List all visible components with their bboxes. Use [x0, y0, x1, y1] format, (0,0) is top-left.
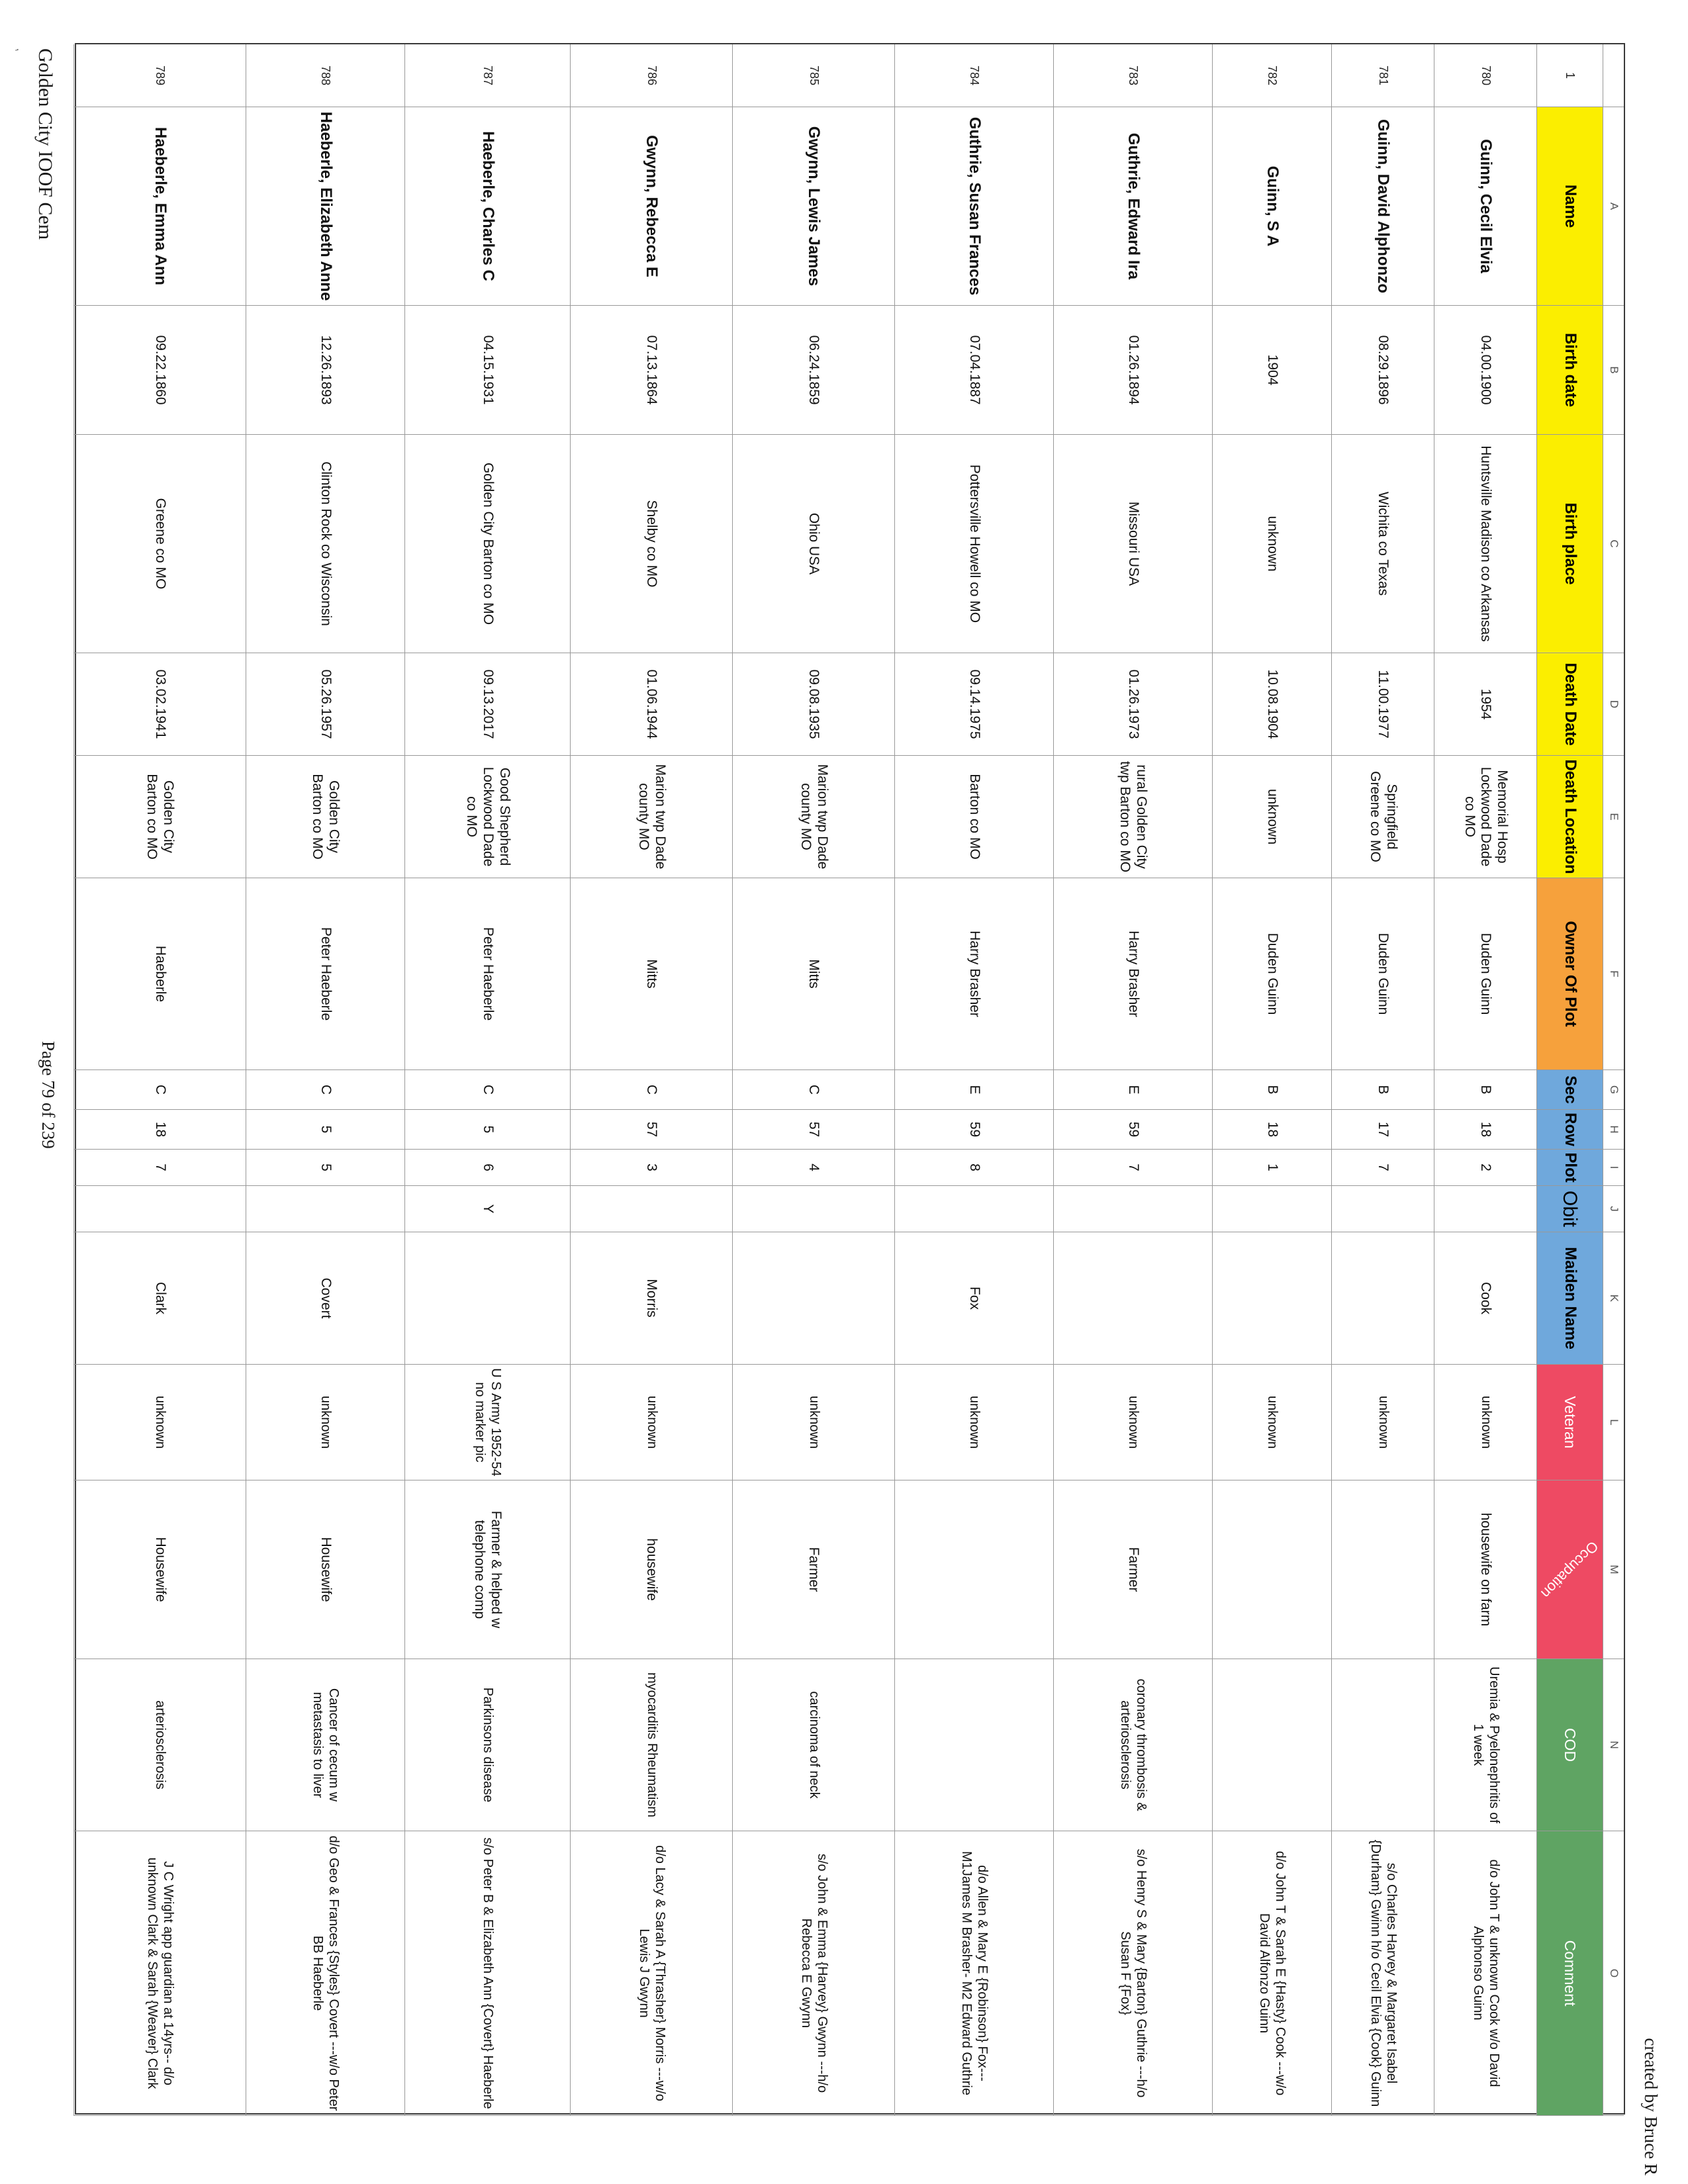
- cell-789-birth_place: Greene co MO: [73, 435, 246, 653]
- cell-789-maiden: Clark: [73, 1232, 246, 1365]
- cell-785-name: Gwynn, Lewis James: [732, 107, 894, 306]
- cell-781-birth_place: Wichita co Texas: [1331, 435, 1434, 653]
- header-label: Sec: [1561, 1075, 1579, 1104]
- cell-788-birth_place: Clinton Rock co Wisconsin: [246, 435, 404, 653]
- column-letter-N: N: [1603, 1659, 1624, 1831]
- cell-787-death_date: 09.13.2017: [404, 653, 570, 756]
- header-label: Obit: [1559, 1190, 1581, 1228]
- cell-786-owner: Mitts: [570, 878, 732, 1070]
- cell-785-occupation: Farmer: [732, 1480, 894, 1659]
- cell-789-sec: C: [73, 1070, 246, 1110]
- corner-cell: [1603, 44, 1624, 107]
- cell-784-plot: 8: [894, 1150, 1053, 1186]
- cell-780-birth_date: 04.00.1900: [1434, 306, 1536, 435]
- cell-783-veteran: unknown: [1053, 1365, 1212, 1480]
- header-cod: [1536, 1659, 1603, 1831]
- header-death-location: [1536, 756, 1603, 878]
- cell-787-birth_place: Golden City Barton co MO: [404, 435, 570, 653]
- column-letter-F: F: [1603, 878, 1624, 1070]
- column-letter-A: A: [1603, 107, 1624, 306]
- cell-780-comment: d/o John T & unknown Cook w/o David Alphonso Guinn: [1434, 1831, 1536, 2116]
- cell-787-owner: Peter Haeberle: [404, 878, 570, 1070]
- header-name: [1536, 107, 1603, 306]
- cell-783-row: 59: [1053, 1110, 1212, 1150]
- column-letter-G: G: [1603, 1070, 1624, 1110]
- cell-781-obit: [1331, 1186, 1434, 1232]
- cell-782-death_location: unknown: [1212, 756, 1331, 878]
- cell-784-cod: [894, 1659, 1053, 1831]
- cell-787-cod: Parkinsons disease: [404, 1659, 570, 1831]
- cell-784-sec: E: [894, 1070, 1053, 1110]
- header-label: Comment: [1562, 1940, 1579, 2007]
- cell-780-obit: [1434, 1186, 1536, 1232]
- cell-782-maiden: [1212, 1232, 1331, 1365]
- header-sec: [1536, 1070, 1603, 1110]
- cell-781-owner: Duden Guinn: [1331, 878, 1434, 1070]
- cell-785-birth_date: 06.24.1859: [732, 306, 894, 435]
- cell-786-occupation: housewife: [570, 1480, 732, 1659]
- cell-786-row: 57: [570, 1110, 732, 1150]
- cell-785-veteran: unknown: [732, 1365, 894, 1480]
- cell-788-maiden: Covert: [246, 1232, 404, 1365]
- cell-782-birth_date: 1904: [1212, 306, 1331, 435]
- cell-789-name: Haeberle, Emma Ann: [73, 107, 246, 306]
- cell-788-birth_date: 12.26.1893: [246, 306, 404, 435]
- cell-788-death_location: Golden City Barton co MO: [246, 756, 404, 878]
- cell-785-death_date: 09.08.1935: [732, 653, 894, 756]
- cell-787-birth_date: 04.15.1931: [404, 306, 570, 435]
- row-number-788: 788: [246, 44, 404, 107]
- cell-783-birth_date: 01.26.1894: [1053, 306, 1212, 435]
- header-comment: [1536, 1831, 1603, 2116]
- column-letter-H: H: [1603, 1110, 1624, 1150]
- row-number-786: 786: [570, 44, 732, 107]
- cell-782-row: 18: [1212, 1110, 1331, 1150]
- rotated-spreadsheet-page: [34, 43, 1661, 2175]
- cell-788-obit: [246, 1186, 404, 1232]
- header-row: [1536, 1110, 1603, 1150]
- cell-787-comment: s/o Peter B & Elizabeth Ann {Covert} Haeberle: [404, 1831, 570, 2116]
- row-number-780: 780: [1434, 44, 1536, 107]
- cell-782-plot: 1: [1212, 1150, 1331, 1186]
- header-label: Veteran: [1562, 1396, 1579, 1449]
- cell-782-name: Guinn, S A: [1212, 107, 1331, 306]
- header-birth-date: [1536, 306, 1603, 435]
- cell-781-plot: 7: [1331, 1150, 1434, 1186]
- cell-783-obit: [1053, 1186, 1212, 1232]
- column-letter-C: C: [1603, 435, 1624, 653]
- cell-786-sec: C: [570, 1070, 732, 1110]
- cell-782-sec: B: [1212, 1070, 1331, 1110]
- cell-784-birth_date: 07.04.1887: [894, 306, 1053, 435]
- cell-787-death_location: Good Shepherd Lockwood Dade co MO: [404, 756, 570, 878]
- cell-789-owner: Haeberle: [73, 878, 246, 1070]
- cell-786-maiden: Morris: [570, 1232, 732, 1365]
- row-number-787: 787: [404, 44, 570, 107]
- cell-781-sec: B: [1331, 1070, 1434, 1110]
- header-label: Occupation: [1538, 1537, 1603, 1602]
- cell-780-birth_place: Huntsville Madison co Arkansas: [1434, 435, 1536, 653]
- header-label: Birth place: [1561, 502, 1579, 585]
- header-obit: [1536, 1186, 1603, 1232]
- cell-789-occupation: Housewife: [73, 1480, 246, 1659]
- cell-783-occupation: Farmer: [1053, 1480, 1212, 1659]
- cell-788-plot: 5: [246, 1150, 404, 1186]
- cell-787-occupation: Farmer & helped w telephone comp: [404, 1480, 570, 1659]
- cell-784-owner: Harry Brasher: [894, 878, 1053, 1070]
- header-label: Birth date: [1561, 332, 1579, 407]
- cell-784-comment: d/o Allen & Mary E {Robinson} Fox--- M1James M Brasher- M2 Edward Guthrie: [894, 1831, 1053, 2116]
- column-letter-M: M: [1603, 1480, 1624, 1659]
- cell-780-maiden: Cook: [1434, 1232, 1536, 1365]
- cell-781-comment: s/o Charles Harvey & Margaret Isabel {Durham} Gwinn h/o Cecil Elvia {Cook} Guinn: [1331, 1831, 1434, 2116]
- header-label: Plot: [1561, 1152, 1579, 1183]
- cell-781-name: Guinn, David Alphonzo: [1331, 107, 1434, 306]
- header-label: Row: [1561, 1113, 1579, 1146]
- cell-789-plot: 7: [73, 1150, 246, 1186]
- cell-785-obit: [732, 1186, 894, 1232]
- header-label: Maiden Name: [1561, 1247, 1579, 1349]
- column-letter-K: K: [1603, 1232, 1624, 1365]
- cell-784-death_location: Barton co MO: [894, 756, 1053, 878]
- cell-780-plot: 2: [1434, 1150, 1536, 1186]
- cell-787-sec: C: [404, 1070, 570, 1110]
- scan-artifact: ,: [13, 44, 28, 53]
- column-letter-L: L: [1603, 1365, 1624, 1480]
- cell-789-obit: [73, 1186, 246, 1232]
- header-plot: [1536, 1150, 1603, 1186]
- cell-780-death_location: Memorial Hosp Lockwood Dade co MO: [1434, 756, 1536, 878]
- cell-786-birth_place: Shelby co MO: [570, 435, 732, 653]
- cell-780-cod: Uremia & Pyelonephritis of 1 week: [1434, 1659, 1536, 1831]
- row-number-782: 782: [1212, 44, 1331, 107]
- cell-782-owner: Duden Guinn: [1212, 878, 1331, 1070]
- row-number-784: 784: [894, 44, 1053, 107]
- header-veteran: [1536, 1365, 1603, 1480]
- cell-787-obit: Y: [404, 1186, 570, 1232]
- header-label: Owner Of Plot: [1561, 921, 1579, 1027]
- cell-784-name: Guthrie, Susan Frances: [894, 107, 1053, 306]
- header-death-date: [1536, 653, 1603, 756]
- cell-789-comment: J C Wright app guardian at 14yrs-- d/o unknown Clark & Sarah {Weaver} Clark: [73, 1831, 246, 2116]
- cell-785-plot: 4: [732, 1150, 894, 1186]
- cell-787-veteran: U S Army 1952-54 no marker pic: [404, 1365, 570, 1480]
- cell-784-birth_place: Pottersville Howell co MO: [894, 435, 1053, 653]
- column-letter-E: E: [1603, 756, 1624, 878]
- cell-787-maiden: [404, 1232, 570, 1365]
- column-letter-O: O: [1603, 1831, 1624, 2116]
- column-letter-B: B: [1603, 306, 1624, 435]
- cell-782-birth_place: unknown: [1212, 435, 1331, 653]
- cell-783-death_location: rural Golden City twp Barton co MO: [1053, 756, 1212, 878]
- print-footer-title: Golden City IOOF Cem: [34, 48, 56, 240]
- row-number-785: 785: [732, 44, 894, 107]
- cell-780-occupation: housewife on farm: [1434, 1480, 1536, 1659]
- cell-785-sec: C: [732, 1070, 894, 1110]
- column-letter-I: I: [1603, 1150, 1624, 1186]
- cell-786-plot: 3: [570, 1150, 732, 1186]
- cell-780-death_date: 1954: [1434, 653, 1536, 756]
- cell-785-owner: Mitts: [732, 878, 894, 1070]
- cell-785-death_location: Marion twp Dade county MO: [732, 756, 894, 878]
- cell-785-cod: carcinoma of neck: [732, 1659, 894, 1831]
- row-number-789: 789: [73, 44, 246, 107]
- cell-786-death_location: Marion twp Dade county MO: [570, 756, 732, 878]
- cell-783-owner: Harry Brasher: [1053, 878, 1212, 1070]
- cell-786-cod: myocarditis Rheumatism: [570, 1659, 732, 1831]
- cell-786-name: Gwynn, Rebecca E: [570, 107, 732, 306]
- column-letter-D: D: [1603, 653, 1624, 756]
- cell-784-veteran: unknown: [894, 1365, 1053, 1480]
- header-label: Death Date: [1561, 662, 1579, 746]
- cell-784-maiden: Fox: [894, 1232, 1053, 1365]
- cell-788-cod: Cancer of cecum w metastasis to liver: [246, 1659, 404, 1831]
- cell-783-maiden: [1053, 1232, 1212, 1365]
- cell-788-row: 5: [246, 1110, 404, 1150]
- cell-781-cod: [1331, 1659, 1434, 1831]
- cell-784-obit: [894, 1186, 1053, 1232]
- cell-784-row: 59: [894, 1110, 1053, 1150]
- cell-786-veteran: unknown: [570, 1365, 732, 1480]
- cell-789-veteran: unknown: [73, 1365, 246, 1480]
- cell-781-row: 17: [1331, 1110, 1434, 1150]
- cell-789-row: 18: [73, 1110, 246, 1150]
- cell-783-cod: coronary thrombosis & arteriosclerosis: [1053, 1659, 1212, 1831]
- cell-786-comment: d/o Lacy & Sarah A {Thrasher} Morris ---w/o Lewis J Gwynn: [570, 1831, 732, 2116]
- cell-788-name: Haeberle, Elizabeth Anne: [246, 107, 404, 306]
- cell-781-veteran: unknown: [1331, 1365, 1434, 1480]
- cell-785-comment: s/o John & Emma {Harvey} Gwynn ---h/o Rebecca E Gwynn: [732, 1831, 894, 2116]
- cell-782-death_date: 10.08.1904: [1212, 653, 1331, 756]
- row-number-1: 1: [1536, 44, 1603, 107]
- cell-788-veteran: unknown: [246, 1365, 404, 1480]
- cell-789-death_location: Golden City Barton co MO: [73, 756, 246, 878]
- header-label: Name: [1561, 184, 1579, 228]
- cell-780-owner: Duden Guinn: [1434, 878, 1536, 1070]
- cell-780-veteran: unknown: [1434, 1365, 1536, 1480]
- row-number-783: 783: [1053, 44, 1212, 107]
- cell-785-row: 57: [732, 1110, 894, 1150]
- cell-785-maiden: [732, 1232, 894, 1365]
- cell-783-name: Guthrie, Edward Ira: [1053, 107, 1212, 306]
- cell-780-sec: B: [1434, 1070, 1536, 1110]
- cell-788-sec: C: [246, 1070, 404, 1110]
- header-occupation: [1536, 1480, 1603, 1659]
- cell-786-obit: [570, 1186, 732, 1232]
- cell-789-death_date: 03.02.1941: [73, 653, 246, 756]
- cell-781-death_location: Springfield Greene co MO: [1331, 756, 1434, 878]
- row-number-781: 781: [1331, 44, 1434, 107]
- cell-781-occupation: [1331, 1480, 1434, 1659]
- cell-787-name: Haeberle, Charles C: [404, 107, 570, 306]
- print-header-author: created by Bruce R: [1641, 2038, 1661, 2175]
- cell-787-plot: 6: [404, 1150, 570, 1186]
- cell-781-birth_date: 08.29.1896: [1331, 306, 1434, 435]
- cell-785-birth_place: Ohio USA: [732, 435, 894, 653]
- cell-784-occupation: [894, 1480, 1053, 1659]
- header-owner-of-plot: [1536, 878, 1603, 1070]
- cell-788-death_date: 05.26.1957: [246, 653, 404, 756]
- cell-789-birth_date: 09.22.1860: [73, 306, 246, 435]
- cell-781-death_date: 11.00.1977: [1331, 653, 1434, 756]
- cell-783-plot: 7: [1053, 1150, 1212, 1186]
- cell-782-occupation: [1212, 1480, 1331, 1659]
- cell-786-birth_date: 07.13.1864: [570, 306, 732, 435]
- cell-782-obit: [1212, 1186, 1331, 1232]
- cell-780-name: Guinn, Cecil Elvia: [1434, 107, 1536, 306]
- cell-781-maiden: [1331, 1232, 1434, 1365]
- cell-788-occupation: Housewife: [246, 1480, 404, 1659]
- cemetery-records-table: [75, 43, 1625, 2115]
- header-birth-place: [1536, 435, 1603, 653]
- cell-780-row: 18: [1434, 1110, 1536, 1150]
- header-maiden-name: [1536, 1232, 1603, 1365]
- cell-782-comment: d/o John T & Sarah E {Hasty} Cook ---w/o David Alfonzo Guinn: [1212, 1831, 1331, 2116]
- cell-782-cod: [1212, 1659, 1331, 1831]
- cell-783-death_date: 01.26.1973: [1053, 653, 1212, 756]
- column-letter-J: J: [1603, 1186, 1624, 1232]
- cell-786-death_date: 01.06.1944: [570, 653, 732, 756]
- cell-782-veteran: unknown: [1212, 1365, 1331, 1480]
- cell-783-birth_place: Missouri USA: [1053, 435, 1212, 653]
- cell-788-comment: d/o Geo & Frances {Styles} Covert ---w/o Peter BB Haeberle: [246, 1831, 404, 2116]
- cell-783-comment: s/o Henry S & Mary {Barton} Guthrie ---h/o Susan F {Fox}: [1053, 1831, 1212, 2116]
- cell-783-sec: E: [1053, 1070, 1212, 1110]
- cell-788-owner: Peter Haeberle: [246, 878, 404, 1070]
- header-label: Death Location: [1561, 759, 1579, 874]
- cell-787-row: 5: [404, 1110, 570, 1150]
- header-label: COD: [1562, 1727, 1579, 1762]
- print-footer-page-number: Page 79 of 239: [38, 1041, 58, 1149]
- cell-784-death_date: 09.14.1975: [894, 653, 1053, 756]
- cell-789-cod: arteriosclerosis: [73, 1659, 246, 1831]
